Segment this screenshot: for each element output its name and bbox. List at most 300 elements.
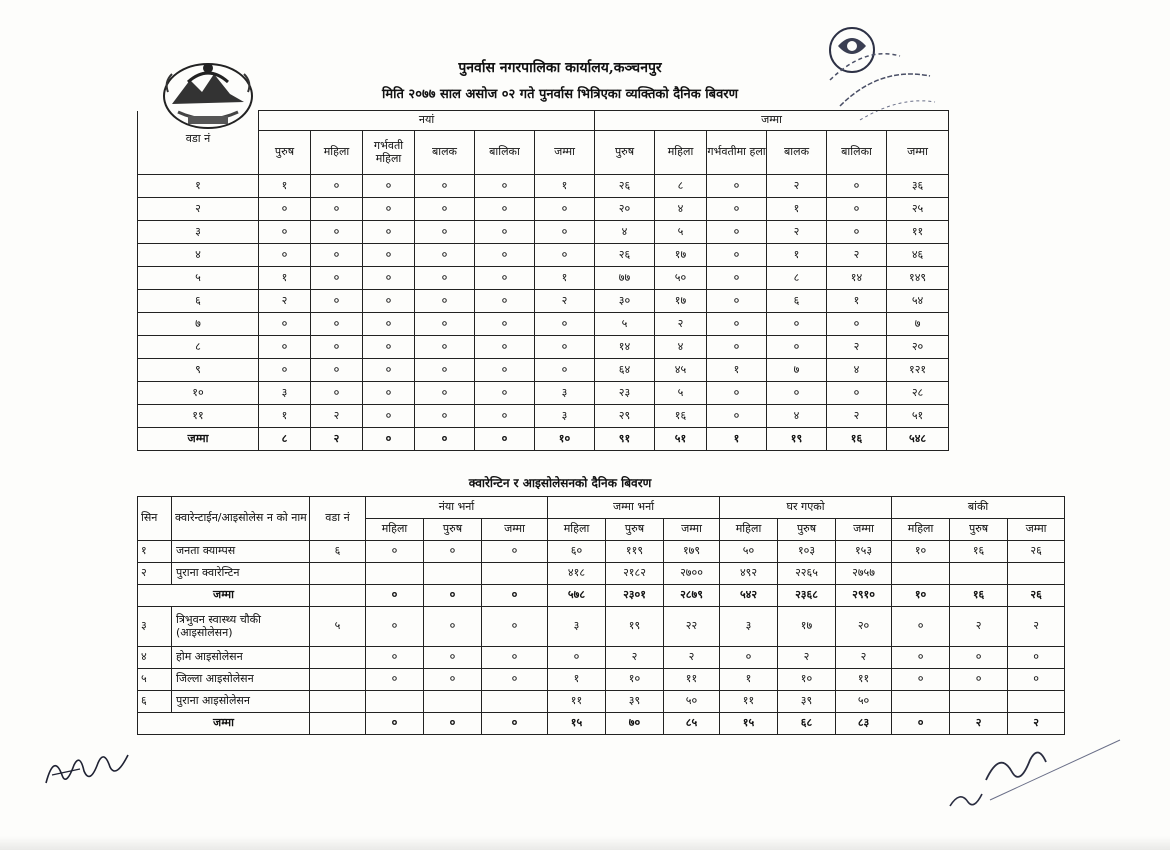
data-cell: ० — [366, 647, 424, 669]
data-cell: ० — [259, 336, 311, 359]
ward-number-cell: १ — [138, 175, 259, 198]
total-cell: १५ — [720, 713, 778, 735]
data-cell: १६ — [950, 541, 1008, 563]
data-cell: ० — [827, 382, 887, 405]
page-subtitle: मिति २०७७ साल असोज ०२ गते पुनर्वास भित्रिएका व्यक्तिको दैनिक बिवरण — [381, 87, 739, 102]
data-cell: ३६ — [887, 175, 949, 198]
data-cell: १ — [767, 198, 827, 221]
data-cell: १ — [259, 267, 311, 290]
data-cell: ६ — [767, 290, 827, 313]
data-cell — [424, 563, 482, 585]
data-cell: ० — [415, 198, 475, 221]
facility-row — [138, 669, 1065, 691]
total-cell: १६ — [950, 585, 1008, 607]
column-header: पुरुष — [259, 131, 311, 175]
total-label-cell: जम्मा — [138, 713, 310, 735]
column-header: महिला — [892, 519, 950, 541]
data-cell: ४ — [595, 221, 655, 244]
data-cell: ० — [363, 198, 415, 221]
data-cell: ११ — [720, 691, 778, 713]
ward-number-cell: ७ — [138, 313, 259, 336]
official-signature-right — [930, 710, 1130, 820]
data-cell: ० — [259, 313, 311, 336]
total-cell: २ — [950, 713, 1008, 735]
data-cell: ० — [415, 175, 475, 198]
data-cell: २ — [664, 647, 720, 669]
data-cell: २ — [767, 175, 827, 198]
data-cell: ० — [707, 313, 767, 336]
data-cell: ८ — [655, 175, 707, 198]
data-cell: २६ — [595, 175, 655, 198]
data-cell: २३ — [595, 382, 655, 405]
data-cell: ० — [311, 359, 363, 382]
ward-number-cell: ६ — [138, 290, 259, 313]
data-cell: ४ — [827, 359, 887, 382]
data-cell: २ — [311, 405, 363, 428]
ward-row — [138, 336, 949, 359]
data-cell: ० — [424, 541, 482, 563]
data-cell: ० — [366, 607, 424, 647]
data-cell: ० — [707, 221, 767, 244]
data-cell: २ — [535, 290, 595, 313]
data-cell: ७ — [887, 313, 949, 336]
data-cell: ० — [950, 647, 1008, 669]
facility-name-cell: पुराना आइसोलेसन — [172, 691, 310, 713]
data-cell: ० — [363, 313, 415, 336]
remaining-header: बांकी — [892, 497, 1065, 519]
total-cell: २ — [311, 428, 363, 451]
data-cell: २ — [827, 244, 887, 267]
data-cell: ० — [1008, 669, 1065, 691]
data-cell: १० — [778, 669, 836, 691]
data-cell: ० — [311, 290, 363, 313]
column-header: महिला — [655, 131, 707, 175]
ward-number-cell: २ — [138, 198, 259, 221]
column-header: जम्मा — [664, 519, 720, 541]
data-cell: ० — [366, 541, 424, 563]
data-cell: ० — [363, 244, 415, 267]
data-cell: १४९ — [887, 267, 949, 290]
data-cell: २० — [836, 607, 892, 647]
data-cell: २७५७ — [836, 563, 892, 585]
data-cell: १ — [827, 290, 887, 313]
data-cell: ० — [475, 244, 535, 267]
data-cell: ६४ — [595, 359, 655, 382]
column-header: जम्मा — [887, 131, 949, 175]
data-cell: २ — [827, 405, 887, 428]
total-cell: १६ — [827, 428, 887, 451]
column-header: महिला — [311, 131, 363, 175]
data-cell: १ — [535, 267, 595, 290]
data-cell: ० — [415, 382, 475, 405]
ward-cell — [310, 647, 366, 669]
data-cell: १० — [606, 669, 664, 691]
data-cell: ० — [415, 313, 475, 336]
data-cell: ० — [535, 221, 595, 244]
data-cell — [482, 563, 548, 585]
data-cell: ० — [363, 405, 415, 428]
ward-number-cell: ९ — [138, 359, 259, 382]
data-cell: ० — [707, 405, 767, 428]
column-header: पुरुष — [950, 519, 1008, 541]
column-header: गर्भवती महिला — [363, 131, 415, 175]
data-cell: ५० — [655, 267, 707, 290]
total-cell: ० — [424, 585, 482, 607]
data-cell: ५० — [720, 541, 778, 563]
column-header: गर्भवतीमा हला — [707, 131, 767, 175]
column-header: पुरुष — [778, 519, 836, 541]
data-cell: ६० — [548, 541, 606, 563]
total-cell: ८३ — [836, 713, 892, 735]
data-cell: ० — [1008, 647, 1065, 669]
data-cell: १७ — [655, 244, 707, 267]
data-cell: ४ — [767, 405, 827, 428]
total-cell: ६८ — [778, 713, 836, 735]
data-cell: ० — [475, 336, 535, 359]
ward-row — [138, 382, 949, 405]
data-cell — [1008, 563, 1065, 585]
data-cell: ० — [415, 221, 475, 244]
ward-cell: ५ — [310, 607, 366, 647]
quarantine-table-title: क्वारेन्टिन र आइसोलेसनको दैनिक बिवरण — [468, 476, 652, 490]
data-cell: ५० — [836, 691, 892, 713]
total-label-cell: जम्मा — [138, 428, 259, 451]
total-cell: ० — [475, 428, 535, 451]
data-cell: १७ — [778, 607, 836, 647]
data-cell: ० — [707, 336, 767, 359]
ward-row — [138, 198, 949, 221]
ward-row — [138, 244, 949, 267]
data-cell: ० — [475, 290, 535, 313]
data-cell: ० — [259, 198, 311, 221]
total-cell: १५ — [548, 713, 606, 735]
quarantine-isolation-table — [137, 496, 1065, 735]
ward-row — [138, 267, 949, 290]
data-cell: ० — [311, 221, 363, 244]
data-cell: ० — [475, 382, 535, 405]
total-cell: २९१० — [836, 585, 892, 607]
facility-name-cell: जिल्ला आइसोलेसन — [172, 669, 310, 691]
data-cell: ० — [415, 336, 475, 359]
data-cell: २५ — [887, 198, 949, 221]
data-cell: १० — [892, 541, 950, 563]
data-cell: १४ — [827, 267, 887, 290]
ward-row — [138, 313, 949, 336]
column-header: पुरुष — [424, 519, 482, 541]
total-cell: २ — [1008, 713, 1065, 735]
total-cell: १० — [535, 428, 595, 451]
data-cell: ० — [535, 336, 595, 359]
data-cell — [950, 563, 1008, 585]
ward-rows — [138, 175, 949, 428]
empty-cell — [310, 713, 366, 735]
data-cell — [366, 691, 424, 713]
data-cell: ११ — [664, 669, 720, 691]
data-cell: ० — [366, 669, 424, 691]
column-header: जम्मा — [1008, 519, 1065, 541]
data-cell: ५१ — [887, 405, 949, 428]
facility-name-cell: जनता क्याम्पस — [172, 541, 310, 563]
ward-row — [138, 405, 949, 428]
data-cell: २ — [1008, 607, 1065, 647]
total-cell: ९१ — [595, 428, 655, 451]
total-cell: ५१ — [655, 428, 707, 451]
data-cell: २ — [259, 290, 311, 313]
total-cell: ८५ — [664, 713, 720, 735]
data-cell: ० — [415, 359, 475, 382]
data-cell: १ — [767, 244, 827, 267]
ward-header: वडा नं — [310, 497, 366, 541]
data-cell: २९ — [595, 405, 655, 428]
data-cell: ० — [475, 405, 535, 428]
data-cell: ० — [363, 336, 415, 359]
data-cell: ४ — [655, 336, 707, 359]
column-header: बालक — [767, 131, 827, 175]
data-cell: ३ — [548, 607, 606, 647]
data-cell: २६ — [595, 244, 655, 267]
data-cell: ० — [311, 313, 363, 336]
data-cell: १ — [259, 175, 311, 198]
new-admission-header: नंया भर्ना — [366, 497, 548, 519]
data-cell: ० — [535, 313, 595, 336]
total-cell: ० — [482, 713, 548, 735]
facility-name-cell: पुराना क्वारेन्टिन — [172, 563, 310, 585]
total-cell: १९ — [767, 428, 827, 451]
handwritten-signature-left — [40, 735, 135, 795]
data-cell: ० — [892, 607, 950, 647]
data-cell: ० — [415, 405, 475, 428]
column-header: बालक — [415, 131, 475, 175]
data-cell: १४ — [595, 336, 655, 359]
data-cell — [482, 691, 548, 713]
data-cell: १७९ — [664, 541, 720, 563]
total-cell: ५७८ — [548, 585, 606, 607]
data-cell: १६ — [655, 405, 707, 428]
data-cell: ० — [892, 669, 950, 691]
serial-cell: ४ — [138, 647, 172, 669]
column-header: पुरुष — [606, 519, 664, 541]
data-cell: ० — [767, 382, 827, 405]
column-header: महिला — [366, 519, 424, 541]
data-cell: ० — [950, 669, 1008, 691]
data-cell: ० — [363, 290, 415, 313]
data-cell: ० — [707, 244, 767, 267]
data-cell: ४९२ — [720, 563, 778, 585]
data-cell: २० — [595, 198, 655, 221]
data-cell: ० — [363, 221, 415, 244]
total-cell: ० — [892, 713, 950, 735]
scan-edge — [0, 836, 1170, 850]
total-cell: १ — [707, 428, 767, 451]
total-cell: २६ — [1008, 585, 1065, 607]
ward-number-cell: ११ — [138, 405, 259, 428]
data-cell: ० — [548, 647, 606, 669]
total-cell: ० — [424, 713, 482, 735]
data-cell: ५ — [655, 221, 707, 244]
data-cell: ० — [475, 359, 535, 382]
data-cell — [892, 563, 950, 585]
data-cell: ० — [707, 290, 767, 313]
data-cell: २१८२ — [606, 563, 664, 585]
data-cell: १२१ — [887, 359, 949, 382]
data-cell: ० — [767, 313, 827, 336]
data-cell: ५० — [664, 691, 720, 713]
data-cell: ० — [475, 313, 535, 336]
total-cell: ० — [482, 585, 548, 607]
column-header: जम्मा — [836, 519, 892, 541]
data-cell: ० — [535, 198, 595, 221]
discharged-header: घर गएको — [720, 497, 892, 519]
facility-row — [138, 691, 1065, 713]
total-row — [138, 713, 1065, 735]
ward-row — [138, 359, 949, 382]
total-cell: ८ — [259, 428, 311, 451]
data-cell: ० — [827, 221, 887, 244]
data-cell: ४ — [655, 198, 707, 221]
facility-name-header: क्वारेन्टाईन/आइसोलेस न को नाम — [172, 497, 310, 541]
data-cell: ८ — [767, 267, 827, 290]
total-cell: १० — [892, 585, 950, 607]
data-cell: १७ — [655, 290, 707, 313]
column-header: महिला — [548, 519, 606, 541]
total-group-header: जम्मा — [595, 111, 949, 131]
data-cell: ३ — [259, 382, 311, 405]
data-cell: ४६ — [887, 244, 949, 267]
data-cell: ३ — [720, 607, 778, 647]
data-cell: २ — [606, 647, 664, 669]
data-cell: ११ — [836, 669, 892, 691]
data-cell: ० — [707, 175, 767, 198]
ward-row — [138, 175, 949, 198]
data-cell: ० — [259, 359, 311, 382]
data-cell: २६ — [1008, 541, 1065, 563]
total-cell: ० — [366, 585, 424, 607]
data-cell: १ — [548, 669, 606, 691]
data-cell: ० — [535, 244, 595, 267]
column-header: पुरुष — [595, 131, 655, 175]
data-cell: ० — [475, 198, 535, 221]
data-cell: २० — [887, 336, 949, 359]
ward-number-cell: ८ — [138, 336, 259, 359]
column-header: बालिका — [827, 131, 887, 175]
data-cell: ५ — [655, 382, 707, 405]
serial-header: सिन — [138, 497, 172, 541]
data-cell: ० — [363, 175, 415, 198]
data-cell: ७७ — [595, 267, 655, 290]
serial-cell: ३ — [138, 607, 172, 647]
ward-number-cell: ३ — [138, 221, 259, 244]
data-cell: २ — [950, 607, 1008, 647]
data-cell: २२ — [664, 607, 720, 647]
ward-cell — [310, 669, 366, 691]
total-row — [138, 428, 949, 451]
total-cell: ५४८ — [887, 428, 949, 451]
data-cell: ० — [767, 336, 827, 359]
data-cell: १ — [259, 405, 311, 428]
data-cell: १ — [720, 669, 778, 691]
data-cell: ४१८ — [548, 563, 606, 585]
data-cell: ० — [311, 198, 363, 221]
serial-cell: १ — [138, 541, 172, 563]
data-cell: ११ — [887, 221, 949, 244]
data-cell — [366, 563, 424, 585]
data-cell: २ — [767, 221, 827, 244]
data-cell: ० — [259, 221, 311, 244]
column-header: बालिका — [475, 131, 535, 175]
ward-number-cell: ५ — [138, 267, 259, 290]
total-admission-header: जम्मा भर्ना — [548, 497, 720, 519]
data-cell: ० — [363, 267, 415, 290]
data-cell: ४५ — [655, 359, 707, 382]
total-cell: ५४२ — [720, 585, 778, 607]
data-cell: ० — [363, 359, 415, 382]
page-title: पुनर्वास नगरपालिका कार्यालय,कञ्चनपुर — [458, 60, 662, 76]
data-cell: ३९ — [606, 691, 664, 713]
total-cell: ७० — [606, 713, 664, 735]
total-cell: ० — [366, 713, 424, 735]
data-cell: २८ — [887, 382, 949, 405]
column-header: महिला — [720, 519, 778, 541]
data-cell: १५३ — [836, 541, 892, 563]
new-group-header: नयां — [259, 111, 595, 131]
ward-arrivals-table — [137, 110, 949, 451]
facility-row — [138, 563, 1065, 585]
ward-cell — [310, 691, 366, 713]
data-cell: ० — [415, 244, 475, 267]
ward-row — [138, 221, 949, 244]
data-cell: ० — [482, 607, 548, 647]
data-cell: ० — [311, 244, 363, 267]
ward-number-cell: १० — [138, 382, 259, 405]
ward-number-header: वडा नं — [138, 111, 259, 175]
data-cell: ५ — [595, 313, 655, 336]
serial-cell: ६ — [138, 691, 172, 713]
total-cell: २८७९ — [664, 585, 720, 607]
data-cell: ५४ — [887, 290, 949, 313]
facility-rows — [138, 541, 1065, 735]
serial-cell: ५ — [138, 669, 172, 691]
data-cell: ३० — [595, 290, 655, 313]
data-cell: ० — [311, 382, 363, 405]
total-row — [138, 585, 1065, 607]
data-cell: १ — [535, 175, 595, 198]
ward-row — [138, 290, 949, 313]
data-cell: २ — [836, 647, 892, 669]
ward-cell — [310, 563, 366, 585]
data-cell: ७ — [767, 359, 827, 382]
data-cell: ० — [475, 267, 535, 290]
data-cell: ० — [707, 198, 767, 221]
total-label-cell: जम्मा — [138, 585, 310, 607]
data-cell: ० — [311, 267, 363, 290]
data-cell: ० — [535, 359, 595, 382]
total-cell: २३०१ — [606, 585, 664, 607]
data-cell: १ — [707, 359, 767, 382]
facility-row — [138, 607, 1065, 647]
column-header: जम्मा — [482, 519, 548, 541]
data-cell: ११९ — [606, 541, 664, 563]
data-cell: ११ — [548, 691, 606, 713]
data-cell: ० — [424, 647, 482, 669]
data-cell: ० — [482, 669, 548, 691]
data-cell: ० — [482, 647, 548, 669]
facility-name-cell: त्रिभुवन स्वास्थ्य चौकी (आइसोलेसन) — [172, 607, 310, 647]
data-cell: ० — [424, 607, 482, 647]
serial-cell: २ — [138, 563, 172, 585]
data-cell: ० — [259, 244, 311, 267]
data-cell: ० — [707, 267, 767, 290]
data-cell: ० — [892, 647, 950, 669]
